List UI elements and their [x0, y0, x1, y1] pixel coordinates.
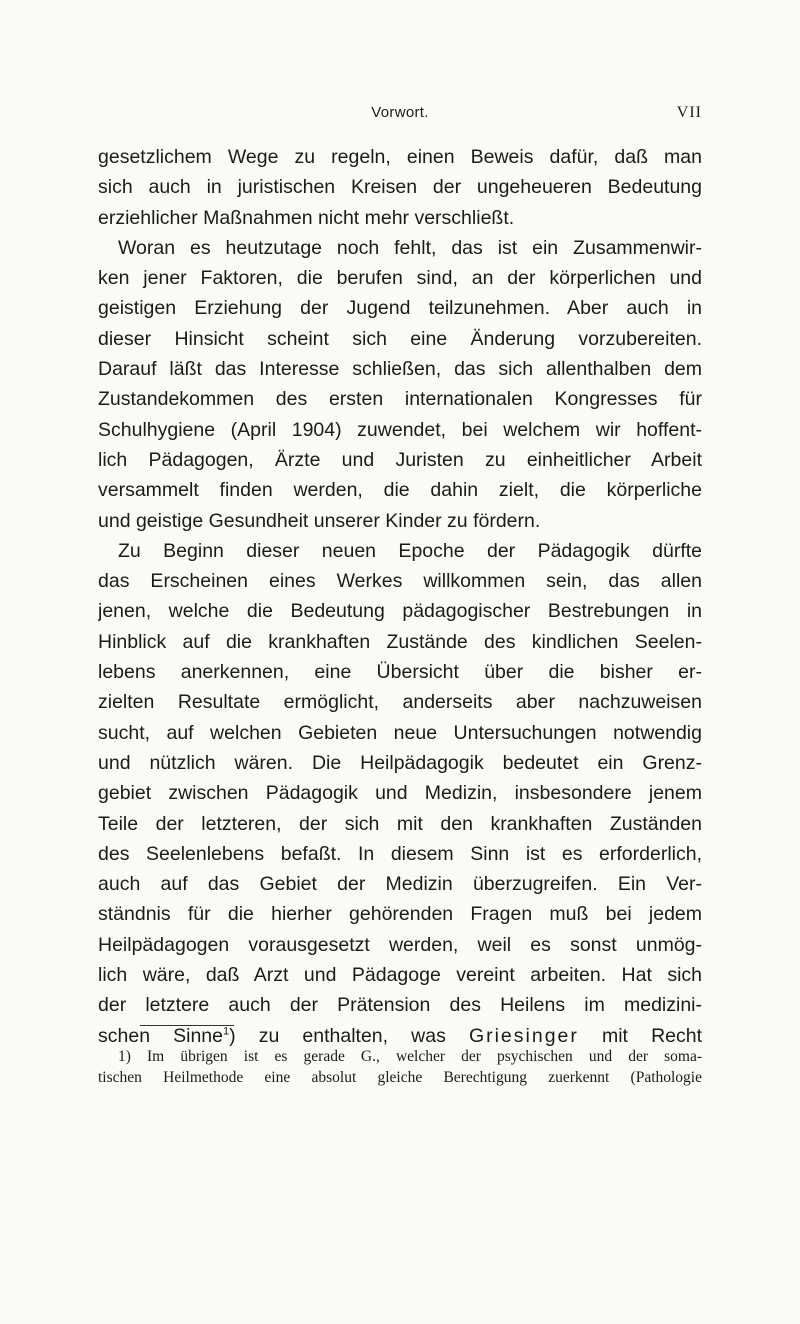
footnote-rule: [140, 1025, 234, 1026]
paragraphs: [98, 142, 702, 1021]
text-line: ständnis für die hierher gehörenden Fragen muß bei jedem: [98, 903, 702, 926]
footnote-mark: 1: [223, 1025, 230, 1038]
text-line: lebens anerkennen, eine Übersicht über die bisher er-: [98, 661, 702, 684]
body-text: [98, 142, 702, 1051]
text-line: Schulhygiene (April 1904) zuwendet, bei welchem wir hoffent-: [98, 418, 702, 441]
footnote-line: tischen Heilmethode eine absolut gleiche Berechtigung zuerkennt (Pathologie: [98, 1069, 702, 1086]
text-line: des Seelenlebens befaßt. In diesem Sinn ist es erforderlich,: [98, 842, 702, 865]
text-line: ken jener Faktoren, die berufen sind, an der körperlichen und: [98, 267, 702, 290]
running-header: [98, 100, 702, 126]
text-line: auch auf das Gebiet der Medizin überzugreifen. Ein Ver-: [98, 873, 702, 896]
text-line: Darauf läßt das Interesse schließen, das sich allenthalben dem: [98, 358, 702, 381]
text-line: dieser Hinsicht scheint sich eine Änderung vorzubereiten.: [98, 327, 702, 350]
text-line: lich Pädagogen, Ärzte und Juristen zu einheitlicher Arbeit: [98, 448, 702, 471]
text-line: geistigen Erziehung der Jugend teilzunehmen. Aber auch in: [98, 297, 702, 320]
text-line: Woran es heutzutage noch fehlt, das ist ein Zusammenwir-: [118, 236, 702, 259]
running-title: Vorwort.: [371, 104, 429, 121]
text-line: und nützlich wären. Die Heilpädagogik bedeutet ein Grenz-: [98, 751, 702, 774]
text-line: erziehlicher Maßnahmen nicht mehr verschließt.: [98, 206, 515, 229]
text-fragment: ) zu enthalten, was: [229, 1024, 469, 1047]
text-fragment: mit Recht: [578, 1024, 702, 1047]
text-line: das Erscheinen eines Werkes willkommen sein, das allen: [98, 570, 702, 593]
text-line: sich auch in juristischen Kreisen der ungeheueren Bedeutung: [98, 176, 702, 199]
text-line: versammelt finden werden, die dahin zielt, die körperliche: [98, 479, 702, 502]
footnote-line: 1) Im übrigen ist es gerade G., welcher der psychischen und der soma-: [118, 1048, 702, 1065]
text-fragment: schen Sinne: [98, 1024, 224, 1047]
text-line: lich wäre, daß Arzt und Pädagoge vereint arbeiten. Hat sich: [98, 964, 702, 987]
text-line: der letztere auch der Prätension des Heilens im medizini-: [98, 994, 702, 1017]
text-line: sucht, auf welchen Gebieten neue Untersuchungen notwendig: [98, 721, 702, 744]
text-line: und geistige Gesundheit unserer Kinder zu fördern.: [98, 509, 541, 532]
author-name: Griesinger: [468, 1024, 579, 1047]
text-line: zielten Resultate ermöglicht, anderseits aber nachzuweisen: [98, 691, 702, 714]
page-number: VII: [676, 104, 702, 121]
text-line: jenen, welche die Bedeutung pädagogischer Bestrebungen in: [98, 600, 702, 623]
footnotes: [98, 1046, 702, 1088]
text-line: Teile der letzteren, der sich mit den krankhaften Zuständen: [98, 812, 702, 835]
text-line: Heilpädagogen vorausgesetzt werden, weil es sonst unmög-: [98, 933, 702, 956]
text-line: Hinblick auf die krankhaften Zustände des kindlichen Seelen-: [98, 630, 702, 653]
text-line: Zustandekommen des ersten internationalen Kongresses für: [98, 388, 702, 411]
text-line: Zu Beginn dieser neuen Epoche der Pädagogik dürfte: [118, 539, 702, 562]
text-line: gebiet zwischen Pädagogik und Medizin, insbesondere jenem: [98, 782, 702, 805]
text-line: gesetzlichem Wege zu regeln, einen Beweis dafür, daß man: [98, 146, 702, 168]
